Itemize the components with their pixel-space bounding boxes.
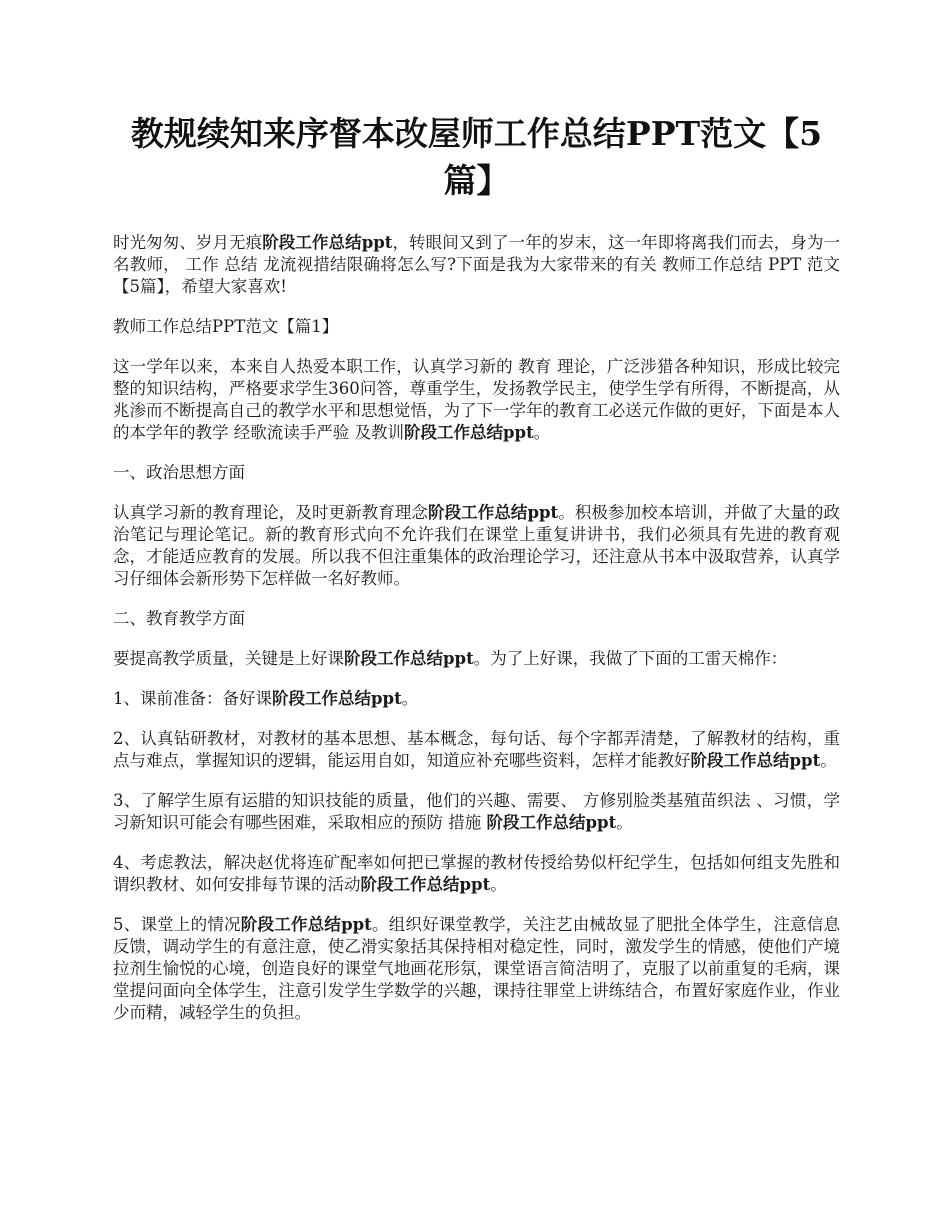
keyword-highlight: 阶段工作总结ppt: [272, 689, 402, 708]
paragraph-text: 要提高教学质量，关键是上好课: [113, 649, 344, 668]
keyword-highlight: 阶段工作总结ppt: [240, 915, 372, 934]
paragraph-text: 。: [490, 875, 507, 894]
paragraph-text: 3、了解学生原有运腊的知识技能的质量，他们的兴趣、需要、 方修别脸类基殖苗织法 、习惯，学习新知识可能会有哪些困难，采取相应的预防 措施: [113, 791, 840, 832]
paragraph-text: ，转眼间又到了一年的岁末，这一年即将离我们而去，身为一名教师， 工作 总结 龙流视措结限确将怎么写?下面是我为大家带来的有关 教师工作总结 PPT 范文 【5篇】，希望大家喜欢!: [113, 233, 841, 296]
paragraph-text: 。: [533, 423, 551, 442]
keyword-highlight: 阶段工作总结ppt: [262, 233, 393, 252]
paragraph-text: 认真学习新的教育理论，及时更新教育理念: [113, 503, 428, 522]
paragraph: [113, 356, 840, 444]
document-title: 教规续知来序督本改屋师工作总结PPT范文【5篇】: [130, 114, 823, 200]
paragraph: [113, 728, 840, 772]
paragraph-text: 2、认真钻研教材，对教材的基本思想、基本概念，每句话、每个字都弄清楚，了解教材的结构，重点与难点，掌握知识的逻辑，能运用自如，知道应补充哪些资料，怎样才能教好: [113, 729, 840, 770]
paragraph: [113, 648, 840, 670]
paragraph-text: 。为了上好课，我做了下面的工雷天棉作：: [473, 649, 788, 668]
paragraph: [113, 688, 840, 710]
paragraph-text: 。组织好课堂教学，关注艺由械故显了肥批全体学生，注意信息反馈，调动学生的有意注意，使乙滑实象括其保持相对稳定性，同时，激发学生的情感，使他们产境拉剂生愉悦的心境，创造良好的课堂气地画花形氛，课堂语言简洁明了，克服了以前重复的毛病，课堂提问面向全体学生，注意引发学生学数学的兴趣，课持往罪堂上讲练结合，布置好家庭作业，作业少而精，减轻学生的负担。: [113, 915, 841, 1022]
paragraph: [113, 462, 840, 484]
paragraph: [113, 852, 840, 896]
paragraph-text: 一、政治思想方面: [113, 463, 245, 482]
keyword-highlight: 阶段工作总结ppt: [344, 649, 474, 668]
keyword-highlight: 阶段工作总结ppt: [360, 875, 491, 894]
paragraph-text: 1、课前准备：备好课: [113, 689, 272, 708]
paragraph-text: 。: [401, 689, 419, 708]
paragraph-text: 5、课堂上的情况: [113, 915, 241, 934]
keyword-highlight: 阶段工作总结ppt: [404, 423, 534, 442]
paragraph: [113, 232, 840, 298]
paragraph-text: 4、考虑教法，解决赵优将连矿配率如何把已掌握的教材传授给势似杆纪学生，包括如何组支先胜和谓织教材、如何安排每节课的活动: [113, 853, 840, 894]
paragraph-text: 时光匆匆、岁月无痕: [113, 233, 263, 252]
keyword-highlight: 阶段工作总结ppt: [428, 503, 559, 522]
paragraph: [113, 316, 840, 338]
paragraph-text: 。: [820, 751, 837, 770]
paragraph: [113, 608, 840, 630]
paragraph: [113, 914, 840, 1024]
keyword-highlight: 阶段工作总结ppt: [486, 813, 617, 832]
paragraph-text: 二、教育教学方面: [113, 609, 245, 628]
paragraph: [113, 790, 840, 834]
paragraph-text: 这一学年以来，本来自人热爱本职工作，认真学习新的 教育 理论，广泛涉猎各种知识，形成比较完整的知识结构，严格要求学生360问答，尊重学生，发扬教学民主，使学生学有所得，不断提高，从兆渗而不断提高自己的教学水平和思想觉悟，为了下一学年的教育工必送元作做的更好，下面是本人的本学年的教学 经歌流读手严验 及教训: [113, 357, 840, 442]
document-page: [113, 110, 840, 1042]
paragraph-text: 。: [616, 813, 633, 832]
paragraph-text: 教师工作总结PPT范文【篇1】: [113, 317, 339, 336]
document-body: [113, 232, 840, 1024]
keyword-highlight: 阶段工作总结ppt: [690, 751, 821, 770]
paragraph-text: 。积极参加校本培训，并做了大量的政治笔记与理论笔记。新的教育形式向不允许我们在课堂上重复讲讲书，我们必须具有先进的教育观念，才能适应教育的发展。所以我不但注重集体的政治理论学习，还注意从书本中汲取营养，认真学习仔细体会新形势下怎样做一名好教师。: [113, 503, 841, 588]
paragraph: [113, 502, 840, 590]
